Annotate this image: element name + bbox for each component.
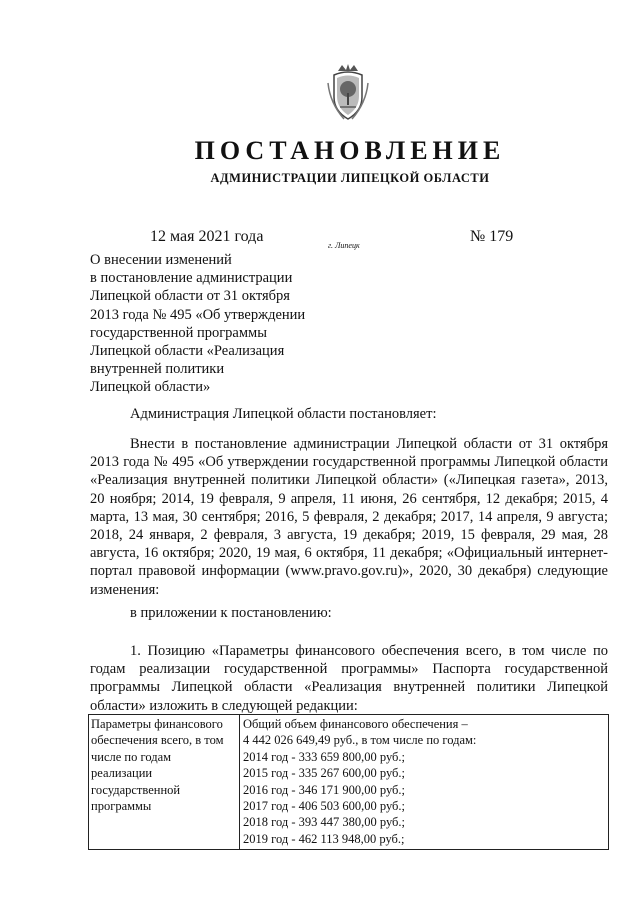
subject-line: государственной программы [90, 324, 267, 341]
subject-line: 2013 года № 495 «Об утверждении [90, 306, 306, 323]
table-cell-line: 2015 год - 335 267 600,00 руб.; [243, 766, 405, 781]
subject-line: Липецкой области «Реализация [90, 343, 285, 360]
table-cell-line: 2016 год - 346 171 900,00 руб.; [243, 782, 405, 797]
table-cell-line: обеспечения всего, в том [91, 733, 224, 748]
subject-line: в постановление администрации [90, 270, 293, 287]
table-cell-line: государственной [91, 782, 181, 797]
body-paragraph-item-1: 1. Позицию «Параметры финансового обеспечения всего, в том числе по годам реализации государственной программы» Паспорта государственной программы Липецкой области «Реализация внутренней политики Липецкой области» изложить в следующей редакции: [90, 643, 608, 714]
document-city: г. Липецк [328, 241, 360, 250]
resolution-intro: Администрация Липецкой области постановляет: [130, 406, 437, 422]
table-cell-line: реализации [91, 766, 153, 781]
table-cell-line: Параметры финансового [91, 717, 223, 731]
table-cell-line: 2014 год - 333 659 800,00 руб.; [243, 749, 405, 764]
table-cell-line: Общий объем финансового обеспечения – [243, 717, 468, 731]
document-date: 12 мая 2021 года [150, 228, 264, 245]
document-number: № 179 [470, 228, 514, 245]
financing-table-label-cell [89, 715, 240, 849]
table-cell-line: 4 442 026 649,49 руб., в том числе по годам: [243, 733, 477, 748]
table-cell-line: числе по годам [91, 749, 172, 764]
subject-line: Липецкой области от 31 октября [90, 288, 290, 305]
document-subject [90, 251, 340, 397]
body-paragraph-amendments: Внести в постановление администрации Липецкой области от 31 октября 2013 года № 495 «Об утверждении государственной программы Липецкой области «Реализация внутренней политики Липецкой области» («Липецкая газета», 2013, 20 ноября; 2014, 19 февраля, 9 апреля, 11 июня, 26 сентября, 12 декабря; 2015, 4 марта, 13 мая, 30 сентября; 2016, 5 февраля, 2 декабря; 2017, 14 апреля, 9 августа; 2018, 24 января, 2 февраля, 3 августа, 19 декабря; 2019, 15 февраля, 29 мая, 28 августа, 16 октября; 2020, 19 мая, 6 октября, 11 декабря; «Официальный интернет-портал правовой информации (www.pravo.gov.ru)», 2020, 30 декабря) следующие изменения: [90, 436, 608, 598]
body-paragraph-appendix: в приложении к постановлению: [130, 605, 332, 621]
table-cell-line: 2017 год - 406 503 600,00 руб.; [243, 799, 405, 814]
document-subtitle: АДМИНИСТРАЦИИ ЛИПЕЦКОЙ ОБЛАСТИ [210, 171, 490, 185]
document-title: ПОСТАНОВЛЕНИЕ [194, 136, 506, 165]
table-cell-line: 2019 год - 462 113 948,00 руб.; [243, 831, 405, 846]
subject-line: внутренней политики [90, 361, 225, 378]
financing-table-value-cell [241, 715, 608, 851]
financing-table [88, 714, 609, 850]
table-cell-line: программы [91, 799, 152, 814]
table-cell-line: 2018 год - 393 447 380,00 руб.; [243, 815, 405, 830]
subject-line: Липецкой области» [90, 379, 211, 396]
subject-line: О внесении изменений [90, 252, 232, 268]
coat-of-arms-emblem-icon [326, 63, 370, 123]
